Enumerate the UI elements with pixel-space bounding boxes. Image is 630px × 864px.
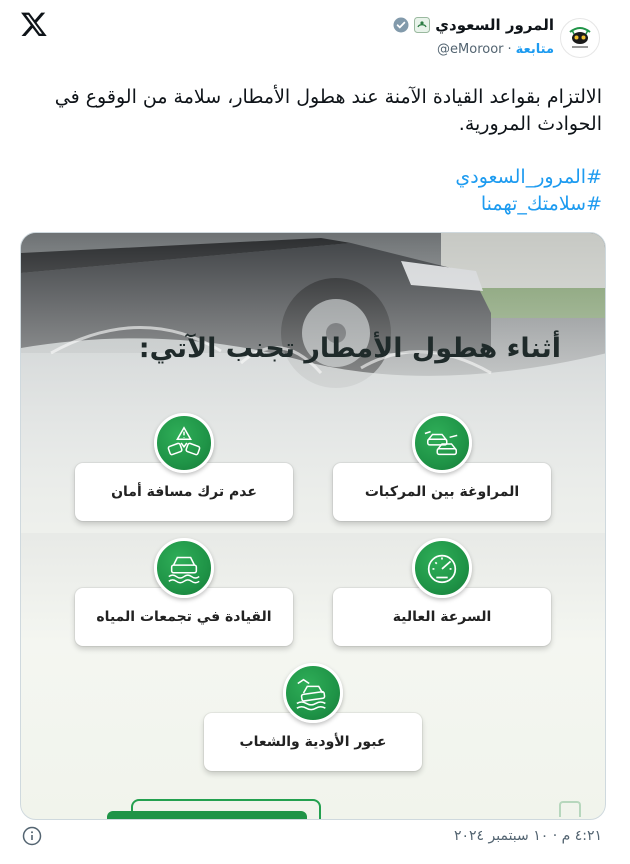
tip-label: المراوغة بين المركبات bbox=[364, 484, 520, 500]
car-in-water-icon bbox=[165, 549, 203, 587]
tweet-media-image[interactable] bbox=[20, 232, 606, 820]
moroor-logo-icon bbox=[564, 22, 596, 54]
speedometer-icon bbox=[423, 549, 461, 587]
tweet-text: الالتزام بقواعد القيادة الآمنة عند هطول الأمطار، سلامة من الوقوع في الحوادث المرورية. bbox=[54, 86, 602, 135]
hashtag-link[interactable]: #سلامتك_تهمنا bbox=[480, 193, 602, 215]
hashtag-link[interactable]: #المرور_السعودي bbox=[455, 166, 602, 188]
avatar[interactable] bbox=[560, 18, 600, 58]
media-title: أثناء هطول الأمطار تجنب الآتي: bbox=[138, 333, 561, 364]
decorative-green-bar bbox=[107, 811, 307, 820]
tweet-timestamp[interactable]: ٤:٢١ م · ١٠ سبتمبر ٢٠٢٤ bbox=[454, 828, 602, 844]
account-handle[interactable]: @eMoroor bbox=[437, 42, 504, 57]
info-icon[interactable] bbox=[22, 826, 42, 846]
hashtag-list bbox=[455, 164, 602, 218]
tip-icon-badge bbox=[412, 413, 472, 473]
tip-icon-badge bbox=[412, 538, 472, 598]
account-name[interactable]: المرور السعودي bbox=[435, 16, 554, 34]
follow-button[interactable]: متابعة bbox=[515, 42, 554, 57]
car-crossing-valley-icon bbox=[294, 674, 332, 712]
tip-label: عدم ترك مسافة أمان bbox=[111, 484, 257, 500]
verified-badge-icon bbox=[393, 17, 409, 33]
separator-dot: · bbox=[507, 42, 512, 57]
tip-icon-badge bbox=[283, 663, 343, 723]
account-sub-row bbox=[437, 42, 554, 57]
account-name-row[interactable] bbox=[393, 16, 554, 34]
tip-label: القيادة في تجمعات المياه bbox=[96, 609, 272, 625]
swerving-cars-icon bbox=[423, 424, 461, 462]
decorative-mark bbox=[559, 801, 581, 817]
x-logo-icon[interactable] bbox=[20, 10, 48, 38]
tip-icon-badge bbox=[154, 413, 214, 473]
tip-label: عبور الأودية والشعاب bbox=[239, 734, 387, 750]
tip-label: السرعة العالية bbox=[392, 609, 492, 625]
government-badge-icon bbox=[414, 17, 430, 33]
tip-icon-badge bbox=[154, 538, 214, 598]
collision-warning-icon bbox=[165, 424, 203, 462]
